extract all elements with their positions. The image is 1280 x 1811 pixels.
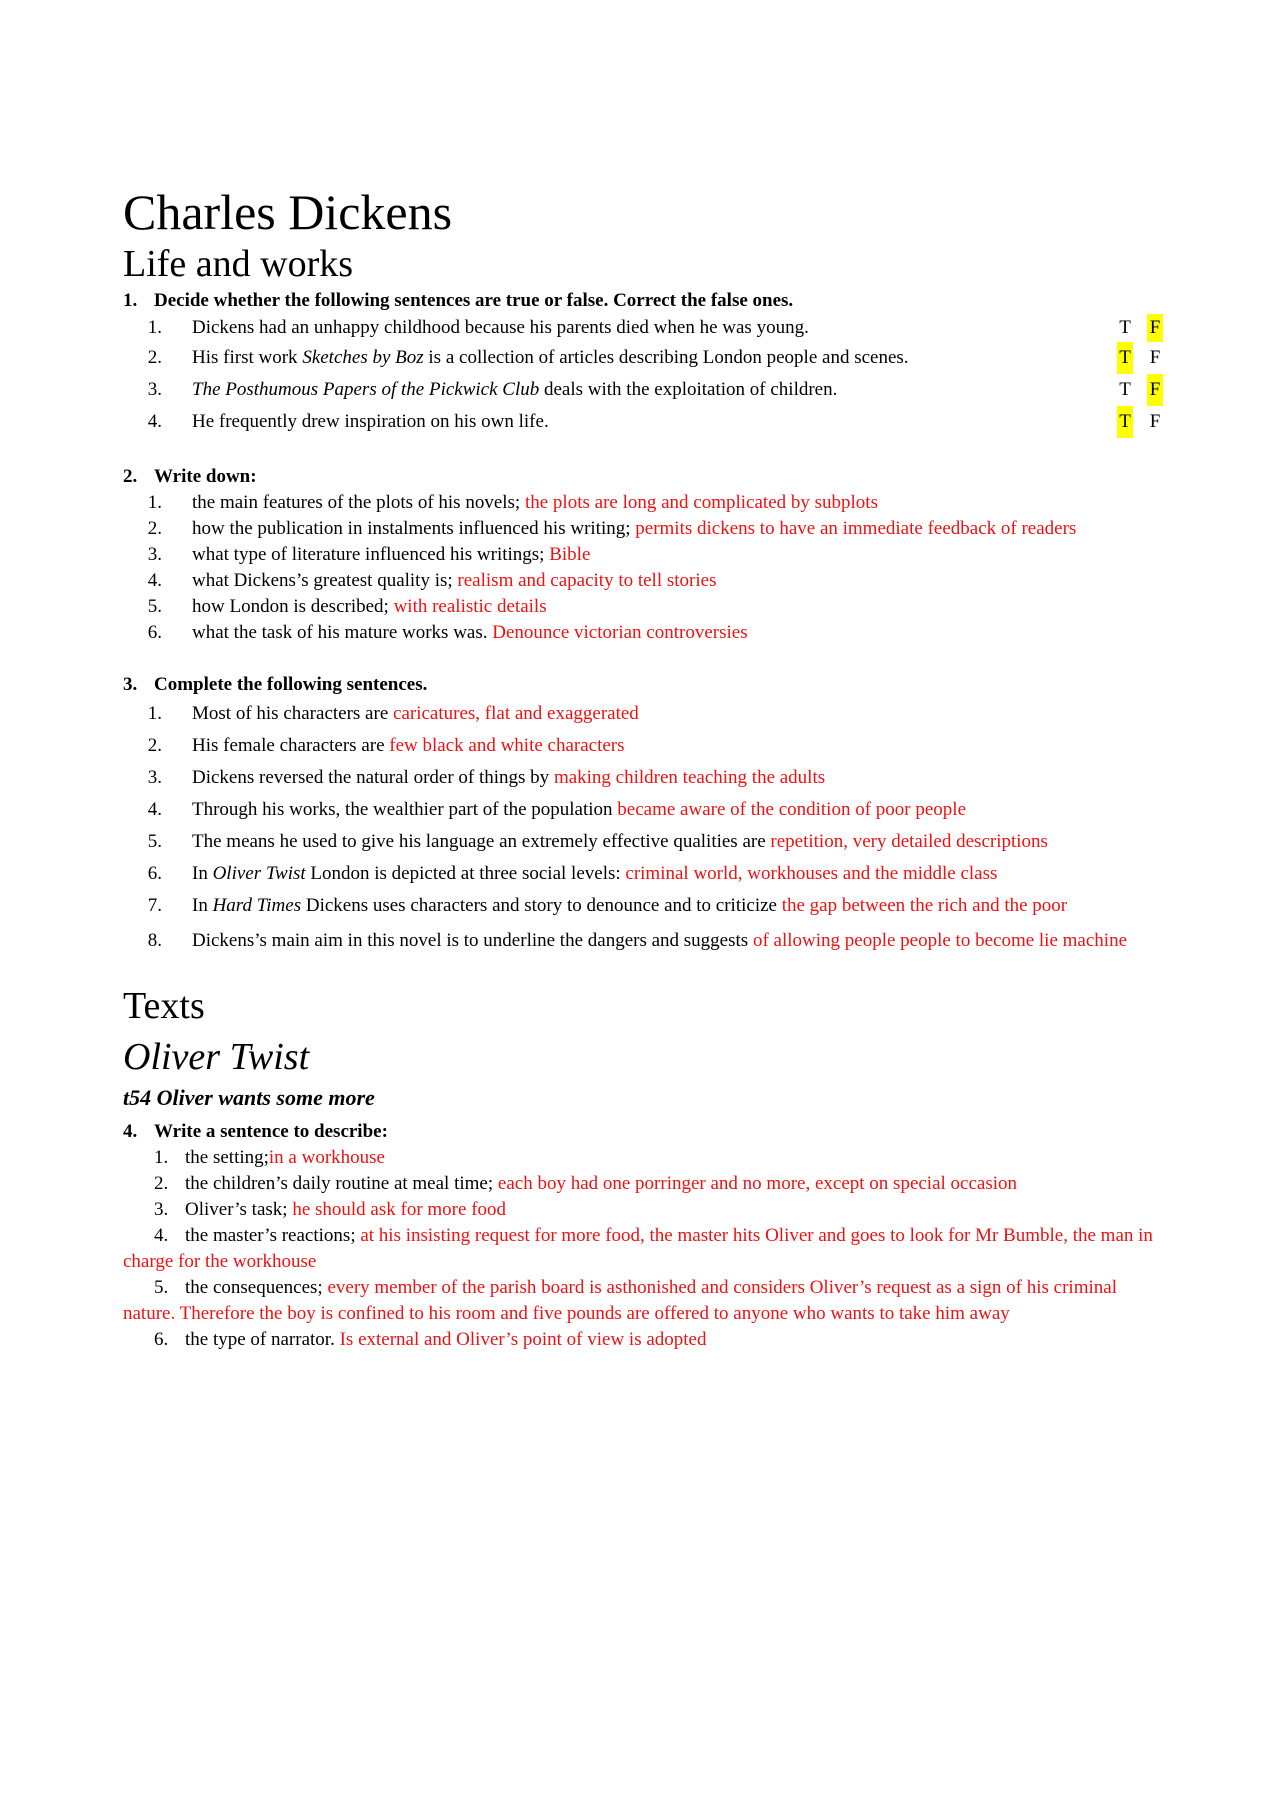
question-4-item: 1. the setting;in a workhouse: [154, 1147, 385, 1168]
answer-text: Is external and Oliver’s point of view is adopted: [339, 1329, 707, 1350]
answer-text: of allowing people people to become lie machine: [752, 930, 1127, 951]
answer-text: permits dickens to have an immediate feedback of readers: [635, 518, 1077, 539]
answer-text: with realistic details: [393, 596, 547, 617]
question-3-item: 7. In Hard Times Dickens uses characters and story to denounce and to criticize the gap between the rich and the poor: [147, 895, 1068, 916]
answer-text: each boy had one porringer and no more, except on special occasion: [497, 1173, 1018, 1194]
question-4-item: 3. Oliver’s task; he should ask for more food: [154, 1199, 507, 1220]
answer-text: became aware of the condition of poor people: [617, 799, 967, 820]
section-title-life-and-works: Life and works: [123, 243, 354, 285]
answer-text: few black and white characters: [389, 735, 625, 756]
question-4-prompt: Write a sentence to describe:: [154, 1121, 388, 1142]
document-content: [123, 182, 1163, 1353]
answer-text: the plots are long and complicated by subplots: [524, 492, 878, 513]
answer-text: criminal world, workhouses and the middle class: [625, 863, 998, 884]
text-title: t54 Oliver wants some more: [123, 1085, 375, 1110]
question-3-item: 3. Dickens reversed the natural order of things by making children teaching the adults: [147, 767, 826, 788]
true-false-choice: [1117, 342, 1163, 374]
question-2-item: 5. how London is described; with realistic details: [147, 596, 547, 617]
question-2-item: 3. what type of literature influenced his writings; Bible: [147, 544, 591, 565]
question-4-item: 5. the consequences; every member of the parish board is asthonished and considers Oliver’s request as a sign of his criminal nature. Therefore the boy is confined to his room and five pounds are offered to anyone who wants to take him away: [123, 1277, 1117, 1324]
question-1-prompt: Decide whether the following sentences are true or false. Correct the false ones.: [154, 290, 794, 311]
question-4-item: 6. the type of narrator. Is external and Oliver’s point of view is adopted: [154, 1329, 707, 1350]
question-3-item: 5. The means he used to give his language an extremely effective qualities are repetition, very detailed descriptions: [147, 831, 1048, 852]
answer-text: in a workhouse: [268, 1147, 385, 1168]
answer-text: the gap between the rich and the poor: [781, 895, 1068, 916]
section-title-texts: Texts: [123, 985, 205, 1027]
question-1-item: 1. Dickens had an unhappy childhood because his parents died when he was young. T F: [123, 314, 1163, 342]
answer-text: Denounce victorian controversies: [492, 622, 748, 643]
question-2-item: 4. what Dickens’s greatest quality is; realism and capacity to tell stories: [147, 570, 717, 591]
true-option-selected[interactable]: T: [1117, 406, 1133, 438]
false-option-selected[interactable]: F: [1147, 314, 1163, 342]
question-2-prompt: Write down:: [154, 466, 257, 487]
question-1-item: 2. His first work Sketches by Boz is a collection of articles describing London people and scenes. T F: [123, 342, 1163, 374]
question-2-item: 2. how the publication in instalments influenced his writing; permits dickens to have an immediate feedback of readers: [147, 518, 1077, 539]
false-option-selected[interactable]: F: [1147, 374, 1163, 406]
question-3-item: 4. Through his works, the wealthier part of the population became aware of the condition of poor people: [147, 799, 967, 820]
question-3-item: 1. Most of his characters are caricatures, flat and exaggerated: [147, 703, 639, 724]
answer-text: repetition, very detailed descriptions: [770, 831, 1048, 852]
false-option[interactable]: F: [1149, 347, 1161, 368]
true-false-choice: [1117, 374, 1163, 406]
true-option[interactable]: T: [1119, 379, 1131, 400]
answer-text: he should ask for more food: [292, 1199, 507, 1220]
true-option-selected[interactable]: T: [1117, 342, 1133, 374]
question-2-item: 6. what the task of his mature works was. Denounce victorian controversies: [147, 622, 748, 643]
false-option[interactable]: F: [1149, 411, 1161, 432]
question-1-heading: 1. Decide whether the following sentences are true or false. Correct the false ones.: [123, 288, 1163, 314]
true-option[interactable]: T: [1119, 317, 1131, 338]
question-4-item: 2. the children’s daily routine at meal time; each boy had one porringer and no more, except on special occasion: [154, 1173, 1018, 1194]
document-title: Charles Dickens: [123, 184, 453, 240]
section-subtitle-oliver-twist: Oliver Twist: [123, 1036, 310, 1078]
question-1-item: 3. The Posthumous Papers of the Pickwick Club deals with the exploitation of children. T F: [123, 374, 1163, 406]
question-3-heading: 3. Complete the following sentences.: [123, 672, 1163, 698]
question-3-item: 2. His female characters are few black and white characters: [147, 735, 625, 756]
question-3-prompt: Complete the following sentences.: [154, 674, 428, 695]
question-4-heading: 4. Write a sentence to describe:: [123, 1119, 1163, 1145]
question-3-item: 8. Dickens’s main aim in this novel is to underline the dangers and suggests of allowing people people to become lie machine: [147, 930, 1127, 951]
answer-text: at his insisting request for more food, the master hits Oliver and goes to look for Mr Bumble, the man in charge for the workhouse: [123, 1225, 1153, 1272]
question-2-heading: 2. Write down:: [123, 464, 1163, 490]
true-false-choice: [1117, 314, 1163, 342]
question-4-item: 4. the master’s reactions; at his insisting request for more food, the master hits Oliver and goes to look for Mr Bumble, the man in charge for the workhouse: [123, 1225, 1153, 1272]
answer-text: making children teaching the adults: [553, 767, 826, 788]
answer-text: caricatures, flat and exaggerated: [393, 703, 639, 724]
true-false-choice: [1117, 406, 1163, 438]
question-1-item: 4. He frequently drew inspiration on his own life. T F: [123, 406, 1163, 438]
answer-text: Bible: [549, 544, 591, 565]
question-2-item: 1. the main features of the plots of his novels; the plots are long and complicated by subplots: [147, 492, 878, 513]
answer-text: realism and capacity to tell stories: [457, 570, 717, 591]
answer-text: every member of the parish board is asthonished and considers Oliver’s request as a sign of his criminal nature. Therefore the boy is confined to his room and five pounds are offered to anyone who wants to take him away: [123, 1277, 1117, 1324]
question-3-item: 6. In Oliver Twist London is depicted at three social levels: criminal world, workhouses and the middle class: [147, 863, 998, 884]
